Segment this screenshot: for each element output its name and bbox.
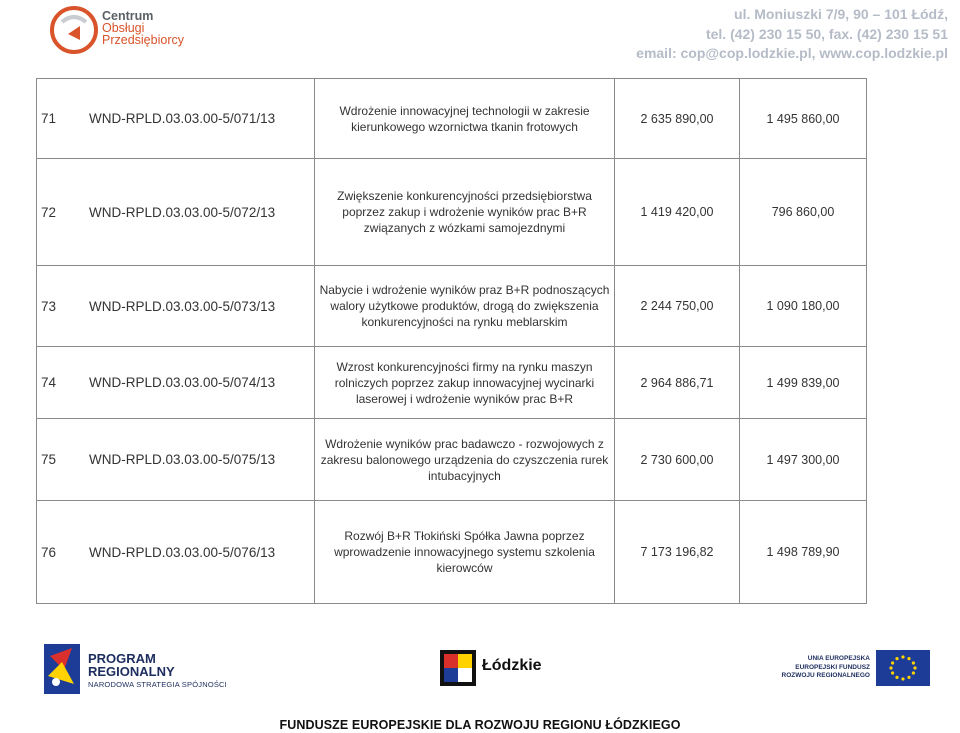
row-title: Zwiększenie konkurencyjności przedsiębiorstwa poprzez zakup i wdrożenie wyników prac B+R związanych z wózkami samojezdnymi	[315, 159, 615, 266]
row-value: 7 173 196,82	[615, 501, 740, 604]
row-number: 75	[41, 452, 57, 467]
eu-line-3: ROZWOJU REGIONALNEGO	[781, 672, 870, 679]
row-value: 2 635 890,00	[615, 79, 740, 159]
row-value: 2 244 750,00	[615, 266, 740, 347]
row-number: 71	[41, 111, 57, 126]
eu-line-2: EUROPEJSKI FUNDUSZ	[795, 663, 870, 671]
row-value: 2 730 600,00	[615, 419, 740, 501]
cop-logo-text	[102, 10, 184, 46]
row-id-cell	[37, 419, 315, 501]
contact-phone: tel. (42) 230 15 50, fax. (42) 230 15 51	[705, 25, 948, 42]
row-id-cell	[37, 79, 315, 159]
row-funding: 1 497 300,00	[740, 419, 867, 501]
row-id-cell	[37, 266, 315, 347]
program-line-1: PROGRAM	[88, 651, 156, 666]
table-row	[37, 79, 867, 159]
eu-line-1: UNIA EUROPEJSKA	[807, 655, 870, 662]
row-id-cell	[37, 501, 315, 604]
program-line-2: REGIONALNY	[88, 664, 175, 679]
contact-email[interactable]: email: cop@cop.lodzkie.pl, www.cop.lodzkie.pl	[636, 45, 948, 61]
row-value: 2 964 886,71	[615, 347, 740, 419]
row-title: Wdrożenie innowacyjnej technologii w zakresie kierunkowego wzornictwa tkanin frotowych	[315, 79, 615, 159]
program-regionalny-text	[88, 652, 227, 689]
lodzkie-text: Łódzkie	[482, 657, 542, 674]
row-title: Wdrożenie wyników prac badawczo - rozwojowych z zakresu balonowego urządzenia do czyszczenia rurek intubacyjnych	[315, 419, 615, 501]
row-code: WND-RPLD.03.03.00-5/075/13	[89, 452, 276, 467]
eu-flag-icon	[876, 650, 930, 686]
row-code: WND-RPLD.03.03.00-5/076/13	[89, 544, 276, 560]
row-code: WND-RPLD.03.03.00-5/074/13	[89, 375, 276, 390]
row-funding: 1 495 860,00	[740, 79, 867, 159]
logo-line-3: Przedsiębiorcy	[102, 33, 184, 47]
row-number: 72	[41, 204, 57, 220]
contact-address: ul. Moniuszki 7/9, 90 – 101 Łódź,	[734, 6, 948, 22]
row-title: Wzrost konkurencyjności firmy na rynku maszyn rolniczych poprzez zakup innowacyjnej wycinarki laserowej i wdrożenie wyników prac B+R	[315, 347, 615, 419]
row-id-cell	[37, 159, 315, 266]
row-number: 76	[41, 544, 57, 560]
table-row	[37, 266, 867, 347]
row-id-cell	[37, 347, 315, 419]
row-code: WND-RPLD.03.03.00-5/072/13	[89, 204, 276, 220]
row-code: WND-RPLD.03.03.00-5/071/13	[89, 111, 276, 126]
logo-line-2: Obsługi	[102, 21, 145, 35]
row-title: Nabycie i wdrożenie wyników praz B+R podnoszących walory użytkowe produktów, drogą do zwiększenia konkurencyjności na rynku meblarskim	[315, 266, 615, 347]
row-funding: 1 499 839,00	[740, 347, 867, 419]
table-row	[37, 501, 867, 604]
table-row	[37, 347, 867, 419]
row-funding: 1 090 180,00	[740, 266, 867, 347]
row-funding: 1 498 789,90	[740, 501, 867, 604]
row-value: 1 419 420,00	[615, 159, 740, 266]
row-funding: 796 860,00	[740, 159, 867, 266]
eu-text	[782, 655, 870, 681]
contact-block	[636, 5, 948, 64]
row-number: 73	[41, 298, 57, 314]
row-number: 74	[41, 375, 57, 390]
logo-line-1: Centrum	[102, 9, 154, 23]
table-row	[37, 419, 867, 501]
program-line-3: NARODOWA STRATEGIA SPÓJNOŚCI	[88, 680, 227, 689]
row-title: Rozwój B+R Tłokiński Spółka Jawna poprzez wprowadzenie innowacyjnego systemu szkolenia kierowców	[315, 501, 615, 604]
grants-table	[36, 78, 867, 604]
row-code: WND-RPLD.03.03.00-5/073/13	[89, 298, 276, 314]
table-row	[37, 159, 867, 266]
footer-title: FUNDUSZE EUROPEJSKIE DLA ROZWOJU REGIONU ŁÓDZKIEGO	[279, 718, 681, 732]
